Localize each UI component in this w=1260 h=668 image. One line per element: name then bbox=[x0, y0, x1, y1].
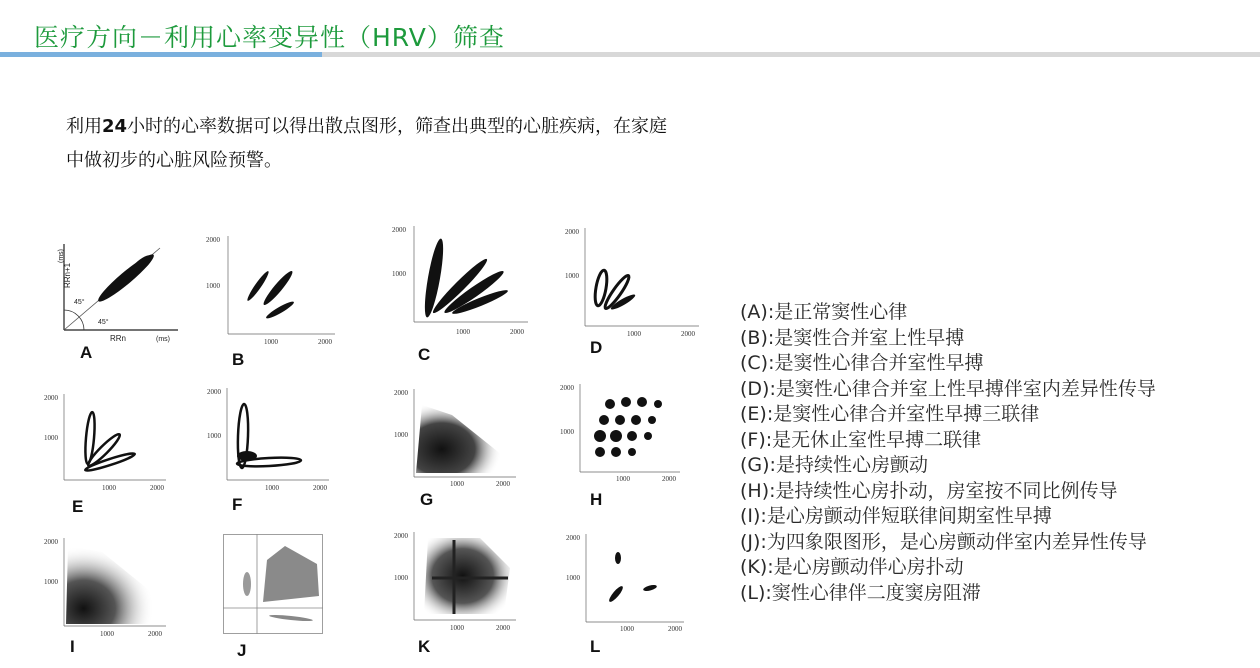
legend-item-a: (A):是正常窦性心律 bbox=[740, 301, 908, 323]
plot-h-tick: 2000 bbox=[662, 475, 676, 483]
plot-i-tick: 1000 bbox=[100, 630, 114, 638]
legend-item-h: (H):是持续性心房扑动，房室按不同比例传导 bbox=[740, 479, 1118, 502]
plot-a-letter: A bbox=[80, 343, 93, 362]
plot-h bbox=[560, 380, 685, 485]
plot-d-tick: 2000 bbox=[565, 228, 579, 236]
plot-j-figure bbox=[223, 534, 323, 634]
plot-k-tick: 2000 bbox=[496, 624, 510, 632]
plot-l-tick: 2000 bbox=[668, 625, 682, 633]
plot-h-tick: 1000 bbox=[560, 428, 574, 436]
plot-i-letter: I bbox=[70, 637, 75, 656]
plot-i-tick: 2000 bbox=[44, 538, 58, 546]
plot-l-tick: 2000 bbox=[566, 534, 580, 542]
plot-g-tick: 2000 bbox=[496, 480, 510, 488]
plot-f-figure bbox=[203, 384, 333, 494]
plot-k bbox=[392, 528, 522, 636]
legend-item-i: (I):是心房颤动伴短联律间期室性早搏 bbox=[740, 505, 1052, 527]
plot-l-tick: 1000 bbox=[566, 574, 580, 582]
plot-e-letter: E bbox=[72, 497, 84, 516]
plot-k-tick: 1000 bbox=[394, 574, 408, 582]
plot-b-letter: B bbox=[232, 350, 245, 369]
intro-prefix: 利用 bbox=[66, 116, 102, 137]
plot-f bbox=[203, 384, 333, 494]
plot-c bbox=[388, 220, 533, 342]
plot-c-tick: 1000 bbox=[392, 270, 406, 278]
intro-text bbox=[66, 110, 786, 178]
plot-d-tick: 1000 bbox=[627, 330, 641, 338]
legend-item-j: (J):为四象限图形，是心房颤动伴室内差异性传导 bbox=[740, 530, 1147, 553]
plot-a-x-label: RRn bbox=[110, 334, 127, 343]
plot-e-tick: 1000 bbox=[102, 484, 116, 492]
plot-a-angle-upper: 45° bbox=[74, 299, 85, 306]
plot-e-tick: 2000 bbox=[150, 484, 164, 492]
plot-b-tick: 1000 bbox=[264, 338, 278, 346]
plot-c-tick: 2000 bbox=[510, 328, 524, 336]
plot-e bbox=[40, 390, 170, 495]
legend-item-d: (D):是窦性心律合并室上性早搏伴室内差异性传导 bbox=[740, 377, 1156, 400]
plot-b-figure bbox=[200, 230, 340, 350]
legend-list bbox=[740, 300, 1156, 606]
plot-b-tick: 2000 bbox=[318, 338, 332, 346]
plot-b bbox=[200, 230, 340, 350]
plot-j-letter: J bbox=[237, 641, 247, 660]
plot-b-tick: 2000 bbox=[206, 236, 220, 244]
legend-item-c: (C):是窦性心律合并室性早搏 bbox=[740, 352, 984, 374]
intro-line-1 bbox=[66, 110, 786, 144]
plot-c-letter: C bbox=[418, 345, 431, 364]
plot-g bbox=[392, 385, 522, 490]
intro-bold-number: 24 bbox=[102, 116, 128, 137]
plot-i-figure bbox=[42, 534, 172, 642]
plot-i-tick: 2000 bbox=[148, 630, 162, 638]
plot-b-tick: 1000 bbox=[206, 282, 220, 290]
plot-g-tick: 1000 bbox=[394, 431, 408, 439]
plot-i-tick: 1000 bbox=[44, 578, 58, 586]
plot-a-x-unit: (ms) bbox=[156, 336, 170, 343]
plot-d-figure bbox=[563, 222, 703, 342]
plot-l-tick: 1000 bbox=[620, 625, 634, 633]
intro-line-2: 中做初步的心脏风险预警。 bbox=[66, 150, 282, 171]
plot-c-tick: 1000 bbox=[456, 328, 470, 336]
plot-h-tick: 2000 bbox=[560, 384, 574, 392]
plot-f-tick: 2000 bbox=[207, 388, 221, 396]
legend-item-f: (F):是无休止室性早搏二联律 bbox=[740, 428, 982, 451]
plot-a-angle-lower: 45° bbox=[98, 319, 109, 326]
plot-k-figure bbox=[392, 528, 522, 636]
plot-l-figure bbox=[564, 530, 689, 635]
legend-item-k: (K):是心房颤动伴心房扑动 bbox=[740, 556, 964, 578]
legend-item-b: (B):是窦性合并室上性早搏 bbox=[740, 326, 965, 349]
plot-d-tick: 2000 bbox=[681, 330, 695, 338]
plot-l-letter: L bbox=[590, 637, 601, 656]
plot-g-tick: 2000 bbox=[394, 389, 408, 397]
legend-item-g: (G):是持续性心房颤动 bbox=[740, 454, 928, 476]
plot-f-tick: 2000 bbox=[313, 484, 327, 492]
plot-g-figure bbox=[392, 385, 522, 490]
legend-item-e: (E):是窦性心律合并室性早搏三联律 bbox=[740, 403, 1040, 425]
plot-i bbox=[42, 534, 172, 642]
plot-a-figure bbox=[48, 238, 183, 346]
plot-h-letter: H bbox=[590, 490, 603, 509]
plot-f-tick: 1000 bbox=[207, 432, 221, 440]
plot-h-figure bbox=[560, 380, 685, 485]
plot-g-tick: 1000 bbox=[450, 480, 464, 488]
plot-f-tick: 1000 bbox=[265, 484, 279, 492]
plot-a-y-label: RRn+1 bbox=[63, 262, 72, 288]
plot-k-tick: 1000 bbox=[450, 624, 464, 632]
plot-c-tick: 2000 bbox=[392, 226, 406, 234]
plot-e-tick: 2000 bbox=[44, 394, 58, 402]
legend-item-l: (L):窦性心律伴二度窦房阻滞 bbox=[740, 581, 981, 604]
plot-c-figure bbox=[388, 220, 533, 342]
plot-d-tick: 1000 bbox=[565, 272, 579, 280]
plot-d-letter: D bbox=[590, 338, 603, 357]
plot-h-tick: 1000 bbox=[616, 475, 630, 483]
intro-suffix: 小时的心率数据可以得出散点图形，筛查出典型的心脏疾病，在家庭 bbox=[127, 116, 668, 137]
plot-j bbox=[223, 534, 323, 634]
plot-k-tick: 2000 bbox=[394, 532, 408, 540]
plot-l bbox=[564, 530, 689, 635]
title-underline-accent bbox=[0, 52, 322, 57]
page-title: 医疗方向－利用心率变异性（HRV）筛查 bbox=[34, 23, 505, 52]
plot-g-letter: G bbox=[420, 490, 434, 509]
plot-a-y-unit: (ms) bbox=[58, 249, 65, 263]
plot-f-letter: F bbox=[232, 495, 243, 514]
plot-k-letter: K bbox=[418, 637, 431, 656]
plot-e-figure bbox=[40, 390, 170, 495]
plot-a bbox=[48, 238, 183, 346]
plot-d bbox=[563, 222, 703, 342]
plot-e-tick: 1000 bbox=[44, 434, 58, 442]
